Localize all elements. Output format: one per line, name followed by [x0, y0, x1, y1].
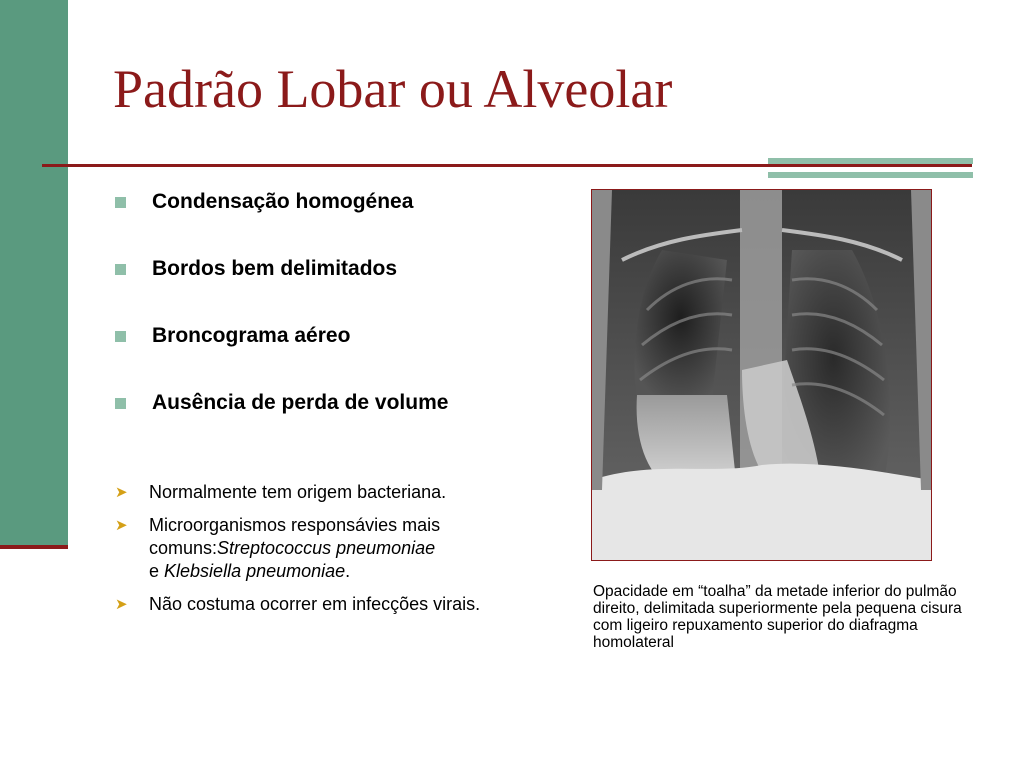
- bullet-item: [115, 253, 448, 285]
- bullet-label: Condensação homogénea: [152, 190, 414, 213]
- arrow-bullet-icon: ➤: [115, 596, 128, 613]
- note-text: [149, 514, 535, 583]
- square-bullet-icon: [115, 264, 126, 275]
- bullet-label: Bordos bem delimitados: [152, 257, 398, 280]
- note-item: [115, 514, 535, 583]
- chest-xray-graphic: [592, 190, 931, 560]
- notes-list: [115, 481, 535, 626]
- feature-bullet-list: [115, 186, 448, 454]
- bullet-label: Broncograma aéreo: [152, 324, 351, 347]
- bullet-item: [115, 387, 448, 419]
- bullet-item: [115, 320, 448, 352]
- note-item: [115, 481, 535, 504]
- image-caption: Opacidade em “toalha” da metade inferior do pulmão direito, delimitada superiormente pela pequena cisura com ligeiro repuxamento superior do diafragma homolateral: [593, 583, 962, 651]
- note-text: Normalmente tem origem bacteriana.: [149, 482, 447, 502]
- arrow-bullet-icon: ➤: [115, 517, 128, 534]
- left-accent-underline: [0, 545, 68, 549]
- note-item: [115, 593, 535, 616]
- square-bullet-icon: [115, 331, 126, 342]
- title-divider: [42, 164, 972, 167]
- decorative-bar-bottom: [768, 172, 973, 178]
- organism-name: Klebsiella pneumoniae: [164, 561, 346, 581]
- arrow-bullet-icon: ➤: [115, 484, 128, 501]
- note-period: .: [345, 561, 351, 581]
- left-accent-band: [0, 0, 68, 545]
- note-connector: e: [149, 561, 160, 581]
- square-bullet-icon: [115, 398, 126, 409]
- bullet-item: [115, 186, 448, 218]
- chest-xray-image: [591, 189, 932, 561]
- decorative-bar-top: [768, 158, 973, 164]
- square-bullet-icon: [115, 197, 126, 208]
- slide-title: Padrão Lobar ou Alveolar: [113, 59, 673, 119]
- organism-name: Streptococcus pneumoniae: [217, 538, 436, 558]
- bullet-label: Ausência de perda de volume: [152, 391, 449, 414]
- note-text: Não costuma ocorrer em infecções virais.: [149, 594, 481, 614]
- note-prefix: Microorganismos responsávies mais comuns:: [149, 515, 441, 558]
